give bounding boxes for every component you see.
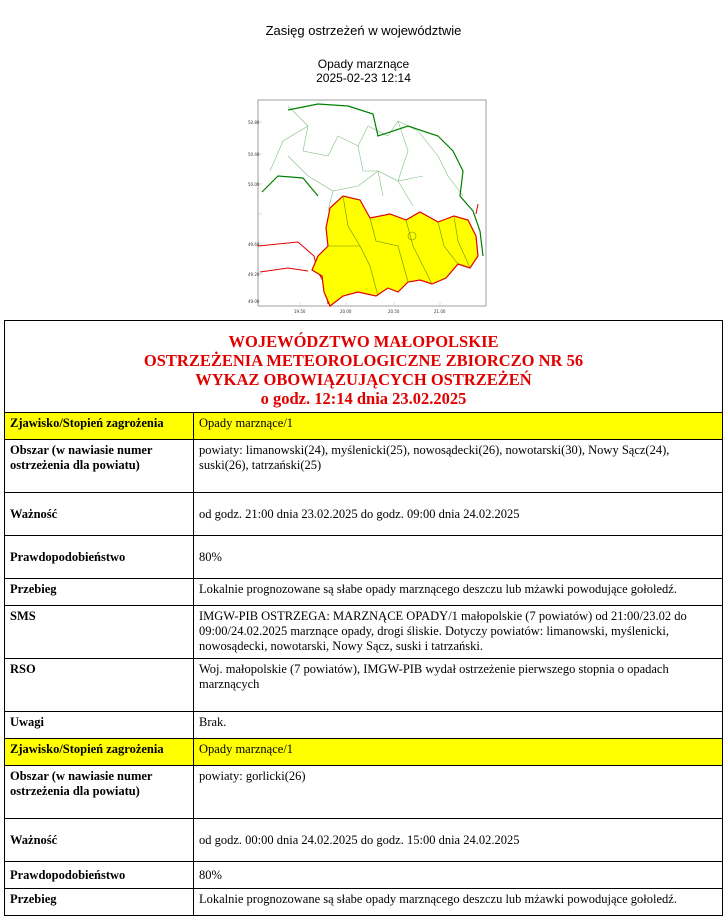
lat-label: 50.00 [248,182,260,187]
row-value: od godz. 21:00 dnia 23.02.2025 do godz. 09:00 dnia 24.02.2025 [194,493,723,536]
map-caption [0,57,727,85]
table-row [5,739,723,766]
row-value: 80% [194,862,723,889]
warnings-table [4,320,723,916]
table-row [5,819,723,862]
table-row [5,712,723,739]
row-value: Opady marznące/1 [194,413,723,440]
table-row [5,440,723,493]
row-label: RSO [5,659,194,712]
table-row [5,413,723,440]
header-subtitle: WYKAZ OBOWIĄZUJĄCYCH OSTRZEŻEŃ [195,370,532,389]
row-label: Zjawisko/Stopień zagrożenia [5,739,194,766]
row-label: Obszar (w nawiasie numer ostrzeżenia dla powiatu) [5,766,194,819]
row-value: Opady marznące/1 [194,739,723,766]
row-value: Woj. małopolskie (7 powiatów), IMGW-PIB wydał ostrzeżenie pierwszego stopnia o opadach marznących [194,659,723,712]
row-label: Obszar (w nawiasie numer ostrzeżenia dla powiatu) [5,440,194,493]
lat-label: 50.40 [248,152,260,157]
table-row [5,889,723,916]
table-row [5,766,723,819]
row-value: powiaty: limanowski(24), myślenicki(25), nowosądecki(26), nowotarski(30), Nowy Sącz(24), suski(26), tatrzański(25) [194,440,723,493]
row-label: Ważność [5,819,194,862]
lon-label: 20.00 [340,309,352,314]
row-value: Lokalnie prognozowane są słabe opady marznącego deszczu lub mżawki powodujące gołoledź. [194,889,723,916]
lat-label: 49.00 [248,299,260,304]
row-value: powiaty: gorlicki(26) [194,766,723,819]
row-value: 80% [194,536,723,579]
row-value: od godz. 00:00 dnia 24.02.2025 do godz. 15:00 dnia 24.02.2025 [194,819,723,862]
lat-label: 50.80 [248,120,260,125]
header-time: o godz. 12:14 dnia 23.02.2025 [260,389,467,408]
warning-map [248,96,488,318]
page-title: Zasięg ostrzeżeń w województwie [265,23,462,38]
row-label: Uwagi [5,712,194,739]
row-label: Prawdopodobieństwo [5,862,194,889]
phenomenon-caption: Opady marznące [317,57,410,71]
lon-label: 20.50 [388,309,400,314]
row-label: Prawdopodobieństwo [5,536,194,579]
table-row [5,659,723,712]
table-row [5,606,723,659]
report-header [5,321,723,413]
row-label: Ważność [5,493,194,536]
header-title: OSTRZEŻENIA METEOROLOGICZNE ZBIORCZO NR 56 [143,351,584,370]
lat-label: 49.60 [248,242,260,247]
row-label: Zjawisko/Stopień zagrożenia [5,413,194,440]
table-row [5,493,723,536]
lon-label: 19.50 [294,309,306,314]
header-region: WOJEWÓDZTWO MAŁOPOLSKIE [228,332,499,351]
row-value: Brak. [194,712,723,739]
row-label: Przebieg [5,579,194,606]
table-row [5,579,723,606]
datetime-caption: 2025-02-23 12:14 [316,71,411,85]
table-row [5,862,723,889]
lon-label: 21.00 [434,309,446,314]
row-value: IMGW-PIB OSTRZEGA: MARZNĄCE OPADY/1 małopolskie (7 powiatów) od 21:00/23.02 do 09:00/24.02.2025 marznące opady, drogi śliskie. Dotyczy powiatów: limanowski, myślenicki, nowosądecki, nowotarski, Nowy Sącz, suski i tatrzański. [194,606,723,659]
lat-label: 49.20 [248,272,260,277]
row-label: Przebieg [5,889,194,916]
row-value: Lokalnie prognozowane są słabe opady marznącego deszczu lub mżawki powodujące gołoledź. [194,579,723,606]
table-row [5,536,723,579]
row-label: SMS [5,606,194,659]
